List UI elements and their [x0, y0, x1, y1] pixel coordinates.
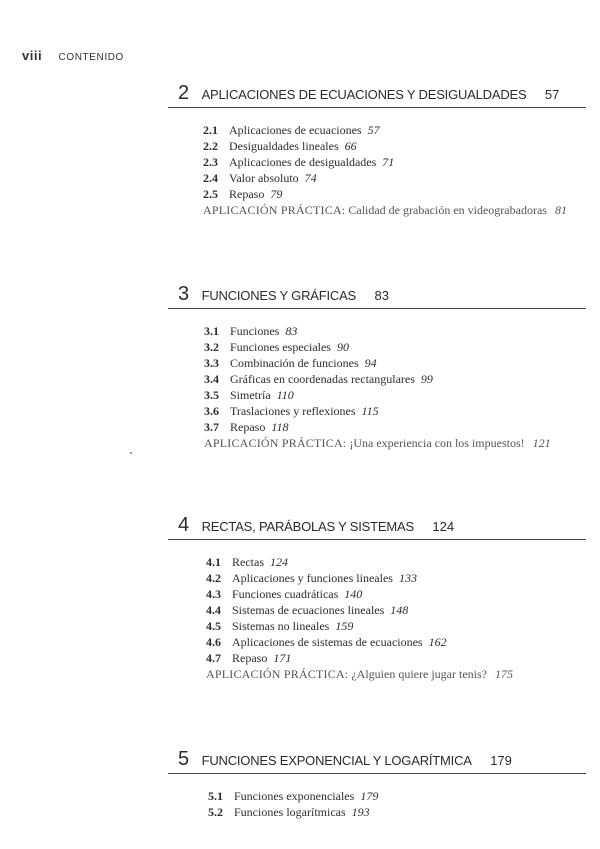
page-number: viii	[22, 48, 43, 63]
running-head	[22, 47, 124, 65]
section-number: 4.3	[206, 587, 221, 601]
section-page: 66	[344, 139, 357, 153]
section-list	[168, 554, 586, 682]
section-page: 159	[335, 619, 354, 633]
scan-speck	[130, 452, 132, 454]
toc-entry	[204, 419, 586, 435]
section-number: 4.4	[206, 603, 221, 617]
chapter-5	[168, 748, 586, 820]
section-title: Funciones especiales	[230, 340, 331, 354]
chapter-2	[168, 82, 586, 218]
chapter-page: 83	[374, 288, 389, 303]
section-page: 193	[351, 805, 370, 819]
section-title: Desigualdades lineales	[229, 139, 339, 153]
section-number: 3.4	[204, 372, 219, 386]
chapter-page: 124	[432, 519, 455, 534]
section-number: 3.1	[204, 324, 219, 338]
toc-entry	[204, 339, 586, 355]
section-title: Aplicaciones de sistemas de ecuaciones	[232, 635, 423, 649]
chapter-number: 2	[178, 82, 190, 104]
toc-entry	[208, 804, 586, 820]
section-number: 2.1	[203, 123, 218, 137]
section-title: Rectas	[232, 555, 264, 569]
toc-entry	[204, 355, 586, 371]
section-page: 171	[273, 651, 292, 665]
chapter-4	[168, 514, 586, 682]
section-title: Sistemas de ecuaciones lineales	[232, 603, 385, 617]
chapter-title: FUNCIONES Y GRÁFICAS	[201, 288, 357, 303]
section-number: 4.2	[206, 571, 221, 585]
section-number: 3.7	[204, 420, 219, 434]
toc-entry	[206, 634, 586, 650]
section-page: 148	[390, 603, 409, 617]
toc-entry	[203, 122, 586, 138]
toc-entry	[203, 186, 586, 202]
practical-page: 81	[554, 203, 567, 217]
section-list	[168, 323, 586, 451]
chapter-number: 3	[178, 283, 190, 305]
section-title: Aplicaciones de ecuaciones	[229, 123, 362, 137]
section-list	[168, 788, 586, 820]
section-number: 5.2	[208, 805, 223, 819]
section-title: Repaso	[230, 420, 266, 434]
toc-entry	[204, 387, 586, 403]
chapter-heading	[168, 82, 586, 108]
practical-title: ¿Alguien quiere jugar tenis?	[351, 667, 487, 681]
section-page: 115	[361, 404, 379, 418]
section-page: 99	[420, 372, 433, 386]
section-title: Aplicaciones y funciones lineales	[232, 571, 393, 585]
chapter-title: RECTAS, PARÁBOLAS Y SISTEMAS	[201, 519, 414, 534]
section-number: 2.5	[203, 187, 218, 201]
toc-entry	[204, 403, 586, 419]
running-head-title: CONTENIDO	[58, 52, 124, 63]
section-page: 162	[428, 635, 447, 649]
practical-label: APLICACIÓN PRÁCTICA:	[203, 203, 346, 217]
toc-entry	[206, 554, 586, 570]
section-number: 3.5	[204, 388, 219, 402]
section-page: 179	[360, 789, 379, 803]
toc-entry	[203, 154, 586, 170]
practical-application	[204, 435, 586, 451]
practical-page: 175	[494, 667, 513, 681]
section-page: 133	[398, 571, 417, 585]
toc-entry	[203, 170, 586, 186]
section-page: 57	[367, 123, 380, 137]
section-page: 90	[336, 340, 349, 354]
section-number: 4.1	[206, 555, 221, 569]
toc-entry	[206, 570, 586, 586]
section-title: Funciones logarítmicas	[234, 805, 346, 819]
toc-entry	[206, 650, 586, 666]
practical-title: ¡Una experiencia con los impuestos!	[349, 436, 525, 450]
section-page: 94	[364, 356, 377, 370]
chapter-page: 179	[490, 753, 512, 768]
section-number: 4.6	[206, 635, 221, 649]
section-title: Repaso	[232, 651, 268, 665]
section-page: 124	[270, 555, 288, 569]
section-number: 3.2	[204, 340, 219, 354]
toc-entry	[204, 323, 586, 339]
section-title: Funciones cuadráticas	[232, 587, 339, 601]
section-title: Combinación de funciones	[230, 356, 359, 370]
section-title: Sistemas no lineales	[232, 619, 330, 633]
section-title: Funciones exponenciales	[234, 789, 355, 803]
practical-page: 121	[532, 436, 551, 450]
section-number: 2.3	[203, 155, 218, 169]
section-page: 118	[271, 420, 289, 434]
section-number: 4.5	[206, 619, 221, 633]
section-number: 4.7	[206, 651, 221, 665]
section-page: 83	[285, 324, 298, 338]
practical-application	[203, 202, 586, 218]
chapter-number: 4	[178, 514, 190, 536]
section-page: 140	[344, 587, 363, 601]
toc-entry	[206, 602, 586, 618]
practical-label: APLICACIÓN PRÁCTICA:	[204, 436, 347, 450]
chapter-heading	[168, 514, 586, 540]
chapter-heading	[168, 283, 586, 309]
section-title: Gráficas en coordenadas rectangulares	[230, 372, 415, 386]
toc-entry	[208, 788, 586, 804]
section-number: 3.6	[204, 404, 219, 418]
section-number: 5.1	[208, 789, 223, 803]
section-list	[168, 122, 586, 218]
chapter-title: FUNCIONES EXPONENCIAL Y LOGARÍTMICA	[201, 753, 472, 768]
chapter-heading	[168, 748, 586, 774]
section-title: Traslaciones y reflexiones	[230, 404, 356, 418]
toc-entry	[203, 138, 586, 154]
section-page: 71	[382, 155, 395, 169]
section-page: 110	[276, 388, 294, 402]
practical-application	[206, 666, 586, 682]
chapter-number: 5	[178, 748, 190, 770]
chapter-3	[168, 283, 586, 451]
section-title: Simetría	[230, 388, 271, 402]
section-number: 2.2	[203, 139, 218, 153]
toc-entry	[206, 586, 586, 602]
chapter-page: 57	[544, 87, 560, 102]
section-title: Aplicaciones de desigualdades	[229, 155, 377, 169]
section-page: 74	[304, 171, 317, 185]
practical-label: APLICACIÓN PRÁCTICA:	[206, 667, 349, 681]
section-title: Valor absoluto	[229, 171, 299, 185]
practical-title: Calidad de grabación en videograbadoras	[348, 203, 547, 217]
toc-entry	[204, 371, 586, 387]
toc-entry	[206, 618, 586, 634]
section-title: Funciones	[230, 324, 280, 338]
chapter-title: APLICACIONES DE ECUACIONES Y DESIGUALDADES	[201, 87, 527, 102]
section-number: 2.4	[203, 171, 218, 185]
section-title: Repaso	[229, 187, 265, 201]
section-number: 3.3	[204, 356, 219, 370]
section-page: 79	[270, 187, 283, 201]
